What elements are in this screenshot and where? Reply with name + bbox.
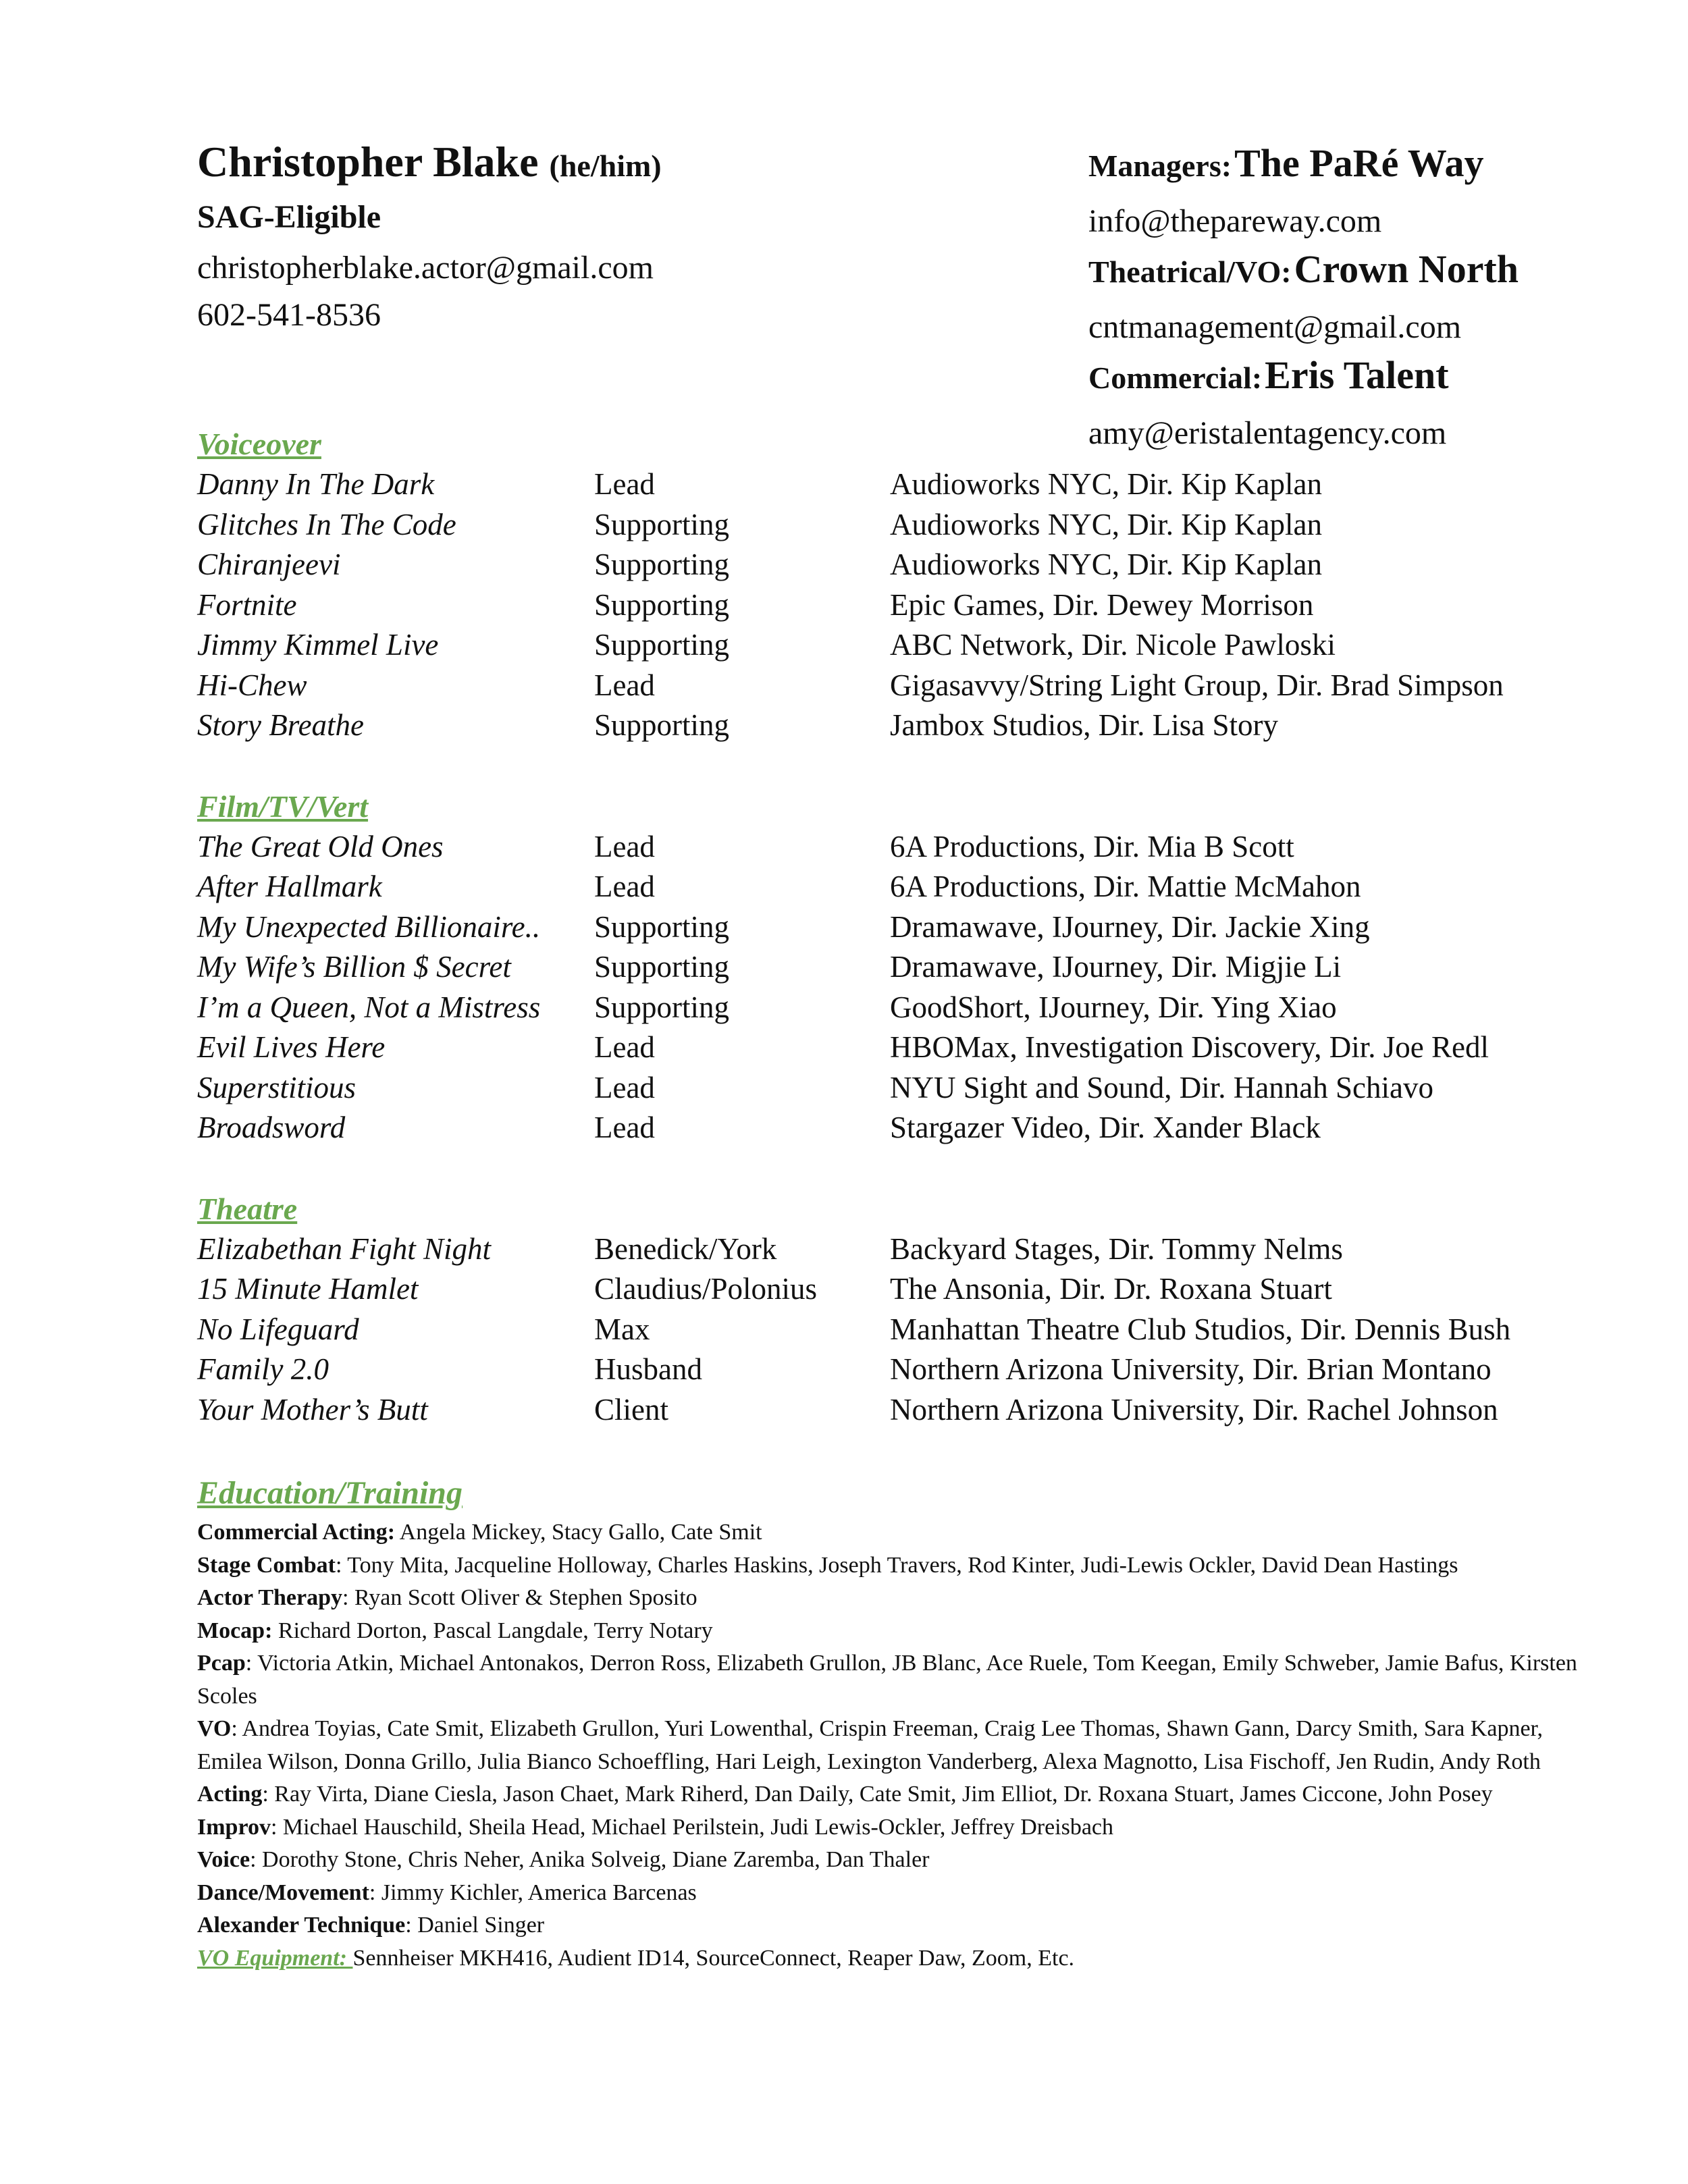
credit-company: Audioworks NYC, Dir. Kip Kaplan xyxy=(890,467,1322,501)
actor-name-line xyxy=(197,135,662,193)
credit-row xyxy=(197,907,1548,948)
credit-title: 15 Minute Hamlet xyxy=(197,1272,419,1306)
education-section xyxy=(197,1472,1588,1975)
credit-role: Lead xyxy=(594,467,655,501)
credit-role: Lead xyxy=(594,1070,655,1104)
credit-title: After Hallmark xyxy=(197,870,382,903)
credit-title: Glitches In The Code xyxy=(197,507,456,541)
section-title: Voiceover xyxy=(197,427,321,461)
credit-company: Northern Arizona University, Dir. Rachel Johnson xyxy=(890,1392,1498,1427)
credit-row xyxy=(197,1108,1548,1148)
credit-title: Evil Lives Here xyxy=(197,1030,386,1064)
credit-role: Benedick/York xyxy=(594,1231,777,1266)
training-teachers: : Michael Hauschild, Sheila Head, Michael Perilstein, Judi Lewis-Ockler, Jeffrey Dreisbach xyxy=(270,1814,1114,1840)
training-teachers: : Ray Virta, Diane Ciesla, Jason Chaet, Mark Riherd, Dan Daily, Cate Smit, Jim Elliot, Dr. Roxana Stuart, James Ciccone, John Posey xyxy=(262,1782,1493,1807)
credit-title: Hi-Chew xyxy=(197,668,307,702)
credit-row xyxy=(197,545,1548,585)
training-line xyxy=(197,1647,1588,1713)
training-label: Acting xyxy=(197,1782,263,1807)
equipment-text: Sennheiser MKH416, Audient ID14, SourceConnect, Reaper Daw, Zoom, Etc. xyxy=(352,1945,1075,1971)
credit-row xyxy=(197,1350,1548,1390)
credit-role: Supporting xyxy=(594,507,730,541)
credit-company: Backyard Stages, Dir. Tommy Nelms xyxy=(890,1231,1343,1266)
credit-company: Gigasavvy/String Light Group, Dir. Brad Simpson xyxy=(890,668,1504,702)
training-label: Stage Combat xyxy=(197,1552,336,1578)
training-line xyxy=(197,1549,1588,1582)
actor-phone: 602-541-8536 xyxy=(197,297,381,333)
training-line xyxy=(197,1811,1588,1844)
credit-title: The Great Old Ones xyxy=(197,829,444,863)
credit-row xyxy=(197,1310,1548,1350)
credit-row xyxy=(197,988,1548,1028)
credit-title: Story Breathe xyxy=(197,708,365,742)
credit-row xyxy=(197,1269,1548,1310)
training-line xyxy=(197,1582,1588,1615)
training-teachers: : Daniel Singer xyxy=(405,1913,545,1938)
credit-row xyxy=(197,1390,1548,1431)
credit-company: Manhattan Theatre Club Studios, Dir. Dennis Bush xyxy=(890,1312,1511,1346)
credit-row xyxy=(197,1068,1548,1109)
credit-role: Max xyxy=(594,1312,650,1346)
equipment-label: VO Equipment: xyxy=(197,1945,353,1971)
credit-company: HBOMax, Investigation Discovery, Dir. Joe Redl xyxy=(890,1030,1489,1064)
credit-role: Supporting xyxy=(594,628,730,662)
training-line xyxy=(197,1516,1588,1549)
rep-name: The PaRé Way xyxy=(1234,141,1484,185)
rep-name: Eris Talent xyxy=(1265,353,1449,397)
actor-name: Christopher Blake xyxy=(197,138,539,186)
training-label: Alexander Technique xyxy=(197,1913,406,1938)
credit-company: Stargazer Video, Dir. Xander Black xyxy=(890,1111,1321,1144)
credit-company: NYU Sight and Sound, Dir. Hannah Schiavo xyxy=(890,1070,1433,1104)
actor-header xyxy=(197,135,662,339)
training-label: Dance/Movement xyxy=(197,1880,369,1905)
credit-row xyxy=(197,705,1548,746)
credit-company: Audioworks NYC, Dir. Kip Kaplan xyxy=(890,507,1322,541)
training-label: Voice xyxy=(197,1847,250,1872)
credit-role: Supporting xyxy=(594,708,730,742)
education-items xyxy=(197,1516,1588,1942)
credit-company: Northern Arizona University, Dir. Brian Montano xyxy=(890,1352,1492,1386)
credit-row xyxy=(197,1229,1548,1270)
training-teachers: : Tony Mita, Jacqueline Holloway, Charles Haskins, Joseph Travers, Rod Kinter, Judi-Lewis Ockler, David Dean Hastings xyxy=(335,1552,1458,1578)
credit-role: Lead xyxy=(594,870,655,903)
training-teachers: : Dorothy Stone, Chris Neher, Anika Solveig, Diane Zaremba, Dan Thaler xyxy=(250,1847,930,1872)
credit-role: Supporting xyxy=(594,950,730,984)
training-label: VO xyxy=(197,1716,232,1741)
section-title: Theatre xyxy=(197,1191,298,1226)
training-line xyxy=(197,1909,1588,1942)
training-teachers: : Jimmy Kichler, America Barcenas xyxy=(369,1880,697,1905)
section-spacer xyxy=(197,1148,1548,1189)
credit-title: I’m a Queen, Not a Mistress xyxy=(197,990,541,1024)
training-teachers: : Victoria Atkin, Michael Antonakos, Derron Ross, Elizabeth Grullon, JB Blanc, Ace Ruele, Tom Keegan, Emily Schweber, Jamie Bafus, Kirsten Scoles xyxy=(197,1651,1577,1709)
credit-company: 6A Productions, Dir. Mia B Scott xyxy=(890,829,1294,863)
training-teachers: Angela Mickey, Stacy Gallo, Cate Smit xyxy=(395,1520,762,1545)
rep-theatrical xyxy=(1088,245,1519,304)
credit-role: Supporting xyxy=(594,909,730,944)
credit-title: Elizabethan Fight Night xyxy=(197,1231,491,1266)
credits-list xyxy=(197,424,1548,1430)
credit-row xyxy=(197,585,1548,626)
rep-email: info@thepareway.com xyxy=(1088,203,1382,239)
credit-title: Superstitious xyxy=(197,1070,357,1104)
union-status: SAG-Eligible xyxy=(197,199,381,235)
training-line xyxy=(197,1778,1588,1811)
training-line xyxy=(197,1615,1588,1648)
pronouns: (he/him) xyxy=(549,149,662,183)
rep-label: Theatrical/VO: xyxy=(1088,255,1292,289)
training-label: Commercial Acting: xyxy=(197,1520,396,1545)
credit-company: ABC Network, Dir. Nicole Pawloski xyxy=(890,628,1336,662)
training-label: Mocap: xyxy=(197,1618,273,1643)
training-label: Actor Therapy xyxy=(197,1585,343,1610)
rep-email: amy@eristalentagency.com xyxy=(1088,415,1447,451)
credit-company: Epic Games, Dir. Dewey Morrison xyxy=(890,587,1314,622)
credit-role: Claudius/Polonius xyxy=(594,1272,818,1306)
credit-company: GoodShort, IJourney, Dir. Ying Xiao xyxy=(890,990,1337,1024)
credit-title: No Lifeguard xyxy=(197,1312,359,1346)
education-title: Education/Training xyxy=(197,1475,463,1511)
credit-title: Broadsword xyxy=(197,1111,346,1144)
rep-email: cntmanagement@gmail.com xyxy=(1088,309,1462,345)
section-title: Film/TV/Vert xyxy=(197,789,369,824)
credit-role: Lead xyxy=(594,1111,655,1144)
credit-title: Jimmy Kimmel Live xyxy=(197,628,439,662)
credit-role: Supporting xyxy=(594,548,730,581)
training-teachers: : Andrea Toyias, Cate Smit, Elizabeth Grullon, Yuri Lowenthal, Crispin Freeman, Craig Lee Thomas, Shawn Gann, Darcy Smith, Sara Kapner, Emilea Wilson, Donna Grillo, Julia Bianco Schoeffling, Hari Leigh, Lexington Vanderberg, Alexa Magnotto, Lisa Fischoff, Jen Rudin, Andy Roth xyxy=(197,1716,1543,1774)
credit-role: Husband xyxy=(594,1352,702,1386)
credit-role: Client xyxy=(594,1392,668,1427)
credit-company: Audioworks NYC, Dir. Kip Kaplan xyxy=(890,548,1322,581)
section-spacer xyxy=(197,746,1548,787)
actor-email: christopherblake.actor@gmail.com xyxy=(197,250,654,286)
credit-role: Lead xyxy=(594,1030,655,1064)
credit-row xyxy=(197,625,1548,666)
credit-row xyxy=(197,827,1548,868)
credit-row xyxy=(197,505,1548,545)
representation-block xyxy=(1088,139,1519,457)
credit-company: Dramawave, IJourney, Dir. Jackie Xing xyxy=(890,909,1370,944)
credit-title: My Wife’s Billion $ Secret xyxy=(197,950,511,984)
training-line xyxy=(197,1877,1588,1910)
credit-row xyxy=(197,666,1548,706)
rep-label: Managers: xyxy=(1088,149,1232,183)
rep-commercial xyxy=(1088,351,1519,410)
credit-company: Jambox Studios, Dir. Lisa Story xyxy=(890,708,1279,742)
credit-company: 6A Productions, Dir. Mattie McMahon xyxy=(890,870,1361,903)
credit-title: My Unexpected Billionaire.. xyxy=(197,909,541,944)
credit-row xyxy=(197,947,1548,988)
credit-title: Chiranjeevi xyxy=(197,548,341,581)
credit-title: Your Mother’s Butt xyxy=(197,1392,428,1427)
credit-title: Family 2.0 xyxy=(197,1352,329,1386)
credit-row xyxy=(197,867,1548,907)
credit-row xyxy=(197,464,1548,505)
rep-name: Crown North xyxy=(1294,247,1519,291)
credit-title: Danny In The Dark xyxy=(197,467,435,501)
credit-row xyxy=(197,1028,1548,1068)
credit-role: Supporting xyxy=(594,587,730,622)
credit-role: Supporting xyxy=(594,990,730,1024)
credit-role: Lead xyxy=(594,668,655,702)
training-label: Pcap xyxy=(197,1651,246,1676)
training-teachers: Richard Dorton, Pascal Langdale, Terry Notary xyxy=(272,1618,713,1643)
training-label: Improv xyxy=(197,1814,271,1840)
training-line xyxy=(197,1844,1588,1877)
rep-managers xyxy=(1088,139,1519,198)
credit-company: Dramawave, IJourney, Dir. Migjie Li xyxy=(890,950,1342,984)
credit-role: Lead xyxy=(594,829,655,863)
credit-company: The Ansonia, Dir. Dr. Roxana Stuart xyxy=(890,1272,1332,1306)
credit-title: Fortnite xyxy=(197,587,297,622)
rep-label: Commercial: xyxy=(1088,361,1263,395)
vo-equipment xyxy=(197,1942,1588,1975)
training-line xyxy=(197,1713,1588,1778)
training-teachers: : Ryan Scott Oliver & Stephen Sposito xyxy=(342,1585,697,1610)
